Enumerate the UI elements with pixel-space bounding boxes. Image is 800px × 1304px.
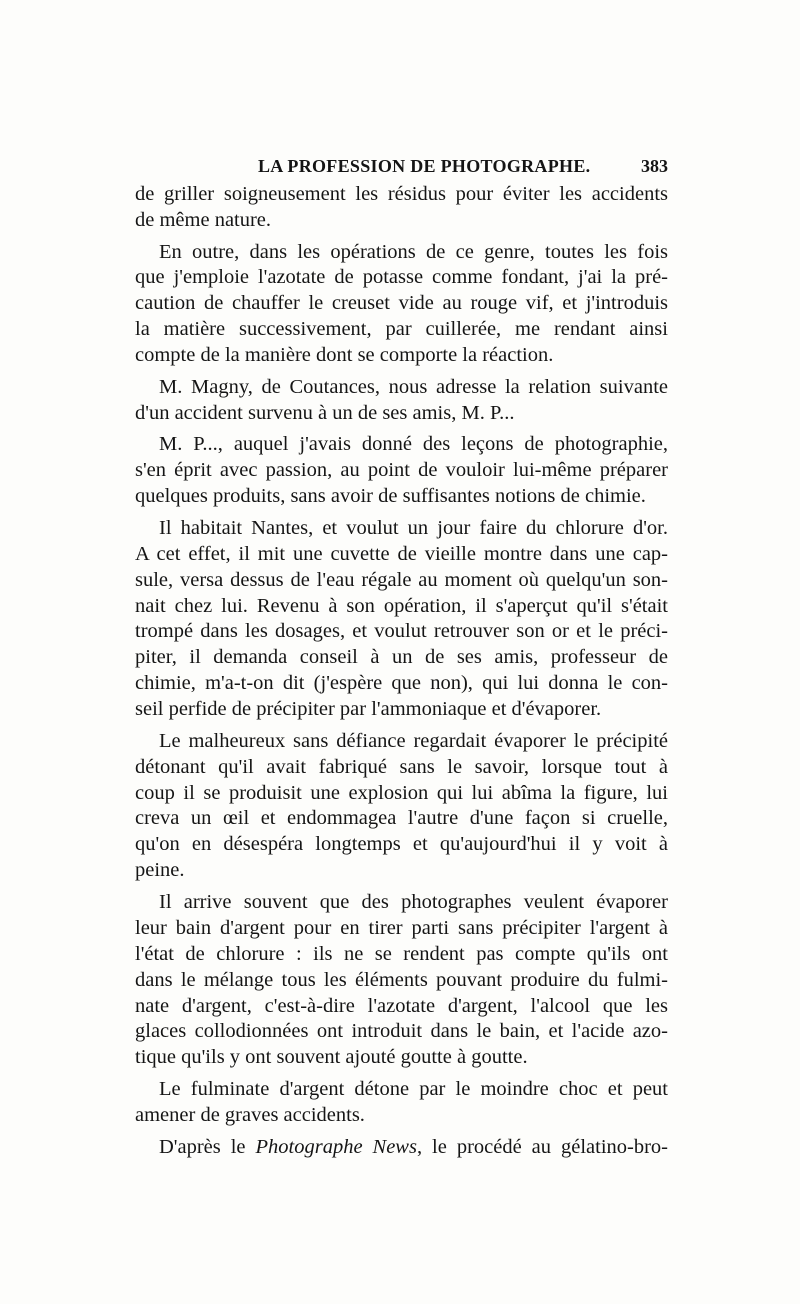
paragraph — [135, 240, 668, 369]
page-header — [135, 152, 668, 182]
text-line: creva un œil et endommagea l'autre d'une façon si cruelle, — [135, 807, 668, 830]
text-line: En outre, dans les opérations de ce genre, toutes les fois — [159, 240, 668, 263]
paragraph — [135, 182, 668, 234]
page-number: 383 — [641, 156, 668, 176]
paragraph — [135, 729, 668, 884]
text-line: quelques produits, sans avoir de suffisantes notions de chimie. — [135, 485, 646, 508]
text-line: A cet effet, il mit une cuvette de vieille montre dans une cap- — [135, 542, 668, 565]
paragraph — [135, 516, 668, 723]
text-line: coup il se produisit une explosion qui lui abîma la figure, lui — [135, 781, 668, 804]
text-line: glaces collodionnées ont introduit dans le bain, et l'acide azo- — [135, 1020, 668, 1043]
text-line: l'état de chlorure : ils ne se rendent pas compte qu'ils ont — [135, 942, 668, 965]
text-line: seil perfide de précipiter par l'ammoniaque et d'évaporer. — [135, 698, 602, 721]
text-line: piter, il demanda conseil à un de ses amis, professeur de — [135, 646, 668, 669]
text-line: nait chez lui. Revenu à son opération, il s'aperçut qu'il s'était — [135, 594, 668, 617]
text-line: sule, versa dessus de l'eau régale au moment où quelqu'un son- — [135, 568, 668, 591]
text-run: , le procédé au gélatino-bro- — [416, 1135, 669, 1158]
text-line: que j'emploie l'azotate de potasse comme fondant, j'ai la pré- — [135, 266, 668, 289]
text-line: détonant qu'il avait fabriqué sans le savoir, lorsque tout à — [135, 755, 668, 778]
text-line: qu'on en désespéra longtemps et qu'aujourd'hui il y voit à — [135, 833, 668, 856]
text-line: amener de graves accidents. — [135, 1103, 365, 1126]
text-line: chimie, m'a-t-on dit (j'espère que non), qui lui donna le con- — [135, 672, 668, 695]
text-line: M. Magny, de Coutances, nous adresse la relation suivante — [159, 375, 668, 398]
running-title: LA PROFESSION DE PHOTOGRAPHE. — [258, 156, 591, 176]
text-line: d'un accident survenu à un de ses amis, M. P... — [135, 401, 515, 424]
text-line: peine. — [135, 859, 185, 882]
text-line: dans le mélange tous les éléments pouvant produire du fulmi- — [135, 968, 668, 991]
text-line: compte de la manière dont se comporte la réaction. — [135, 344, 554, 367]
text-line: caution de chauffer le creuset vide au rouge vif, et j'introduis — [135, 292, 668, 315]
paragraph — [135, 890, 668, 1071]
paragraph — [135, 432, 668, 510]
publication-title: Photographe News — [255, 1135, 417, 1158]
paragraph — [135, 1077, 668, 1129]
text-line: s'en éprit avec passion, au point de vouloir lui-même préparer — [135, 459, 668, 482]
text-run: D'après le — [159, 1135, 256, 1158]
text-line: trompé dans les dosages, et voulut retrouver son or et le préci- — [135, 620, 668, 643]
text-line: Il habitait Nantes, et voulut un jour faire du chlorure d'or. — [159, 516, 668, 539]
text-line: nate d'argent, c'est-à-dire l'azotate d'argent, l'alcool que les — [135, 994, 668, 1017]
body-text — [135, 182, 668, 1160]
text-line: de griller soigneusement les résidus pour éviter les accidents — [135, 183, 668, 205]
text-line: Le fulminate d'argent détone par le moindre choc et peut — [159, 1077, 668, 1100]
text-line: leur bain d'argent pour en tirer parti sans précipiter l'argent à — [135, 916, 668, 939]
paragraph — [135, 1135, 668, 1161]
paragraph — [135, 375, 668, 427]
text-line: Le malheureux sans défiance regardait évaporer le précipité — [159, 729, 668, 752]
text-line: la matière successivement, par cuillerée, me rendant ainsi — [135, 318, 668, 341]
text-line — [135, 1135, 668, 1161]
text-line: Il arrive souvent que des photographes veulent évaporer — [159, 890, 668, 913]
text-line: de même nature. — [135, 208, 272, 231]
text-line: M. P..., auquel j'avais donné des leçons de photographie, — [159, 433, 668, 456]
text-line: tique qu'ils y ont souvent ajouté goutte à goutte. — [135, 1046, 528, 1069]
